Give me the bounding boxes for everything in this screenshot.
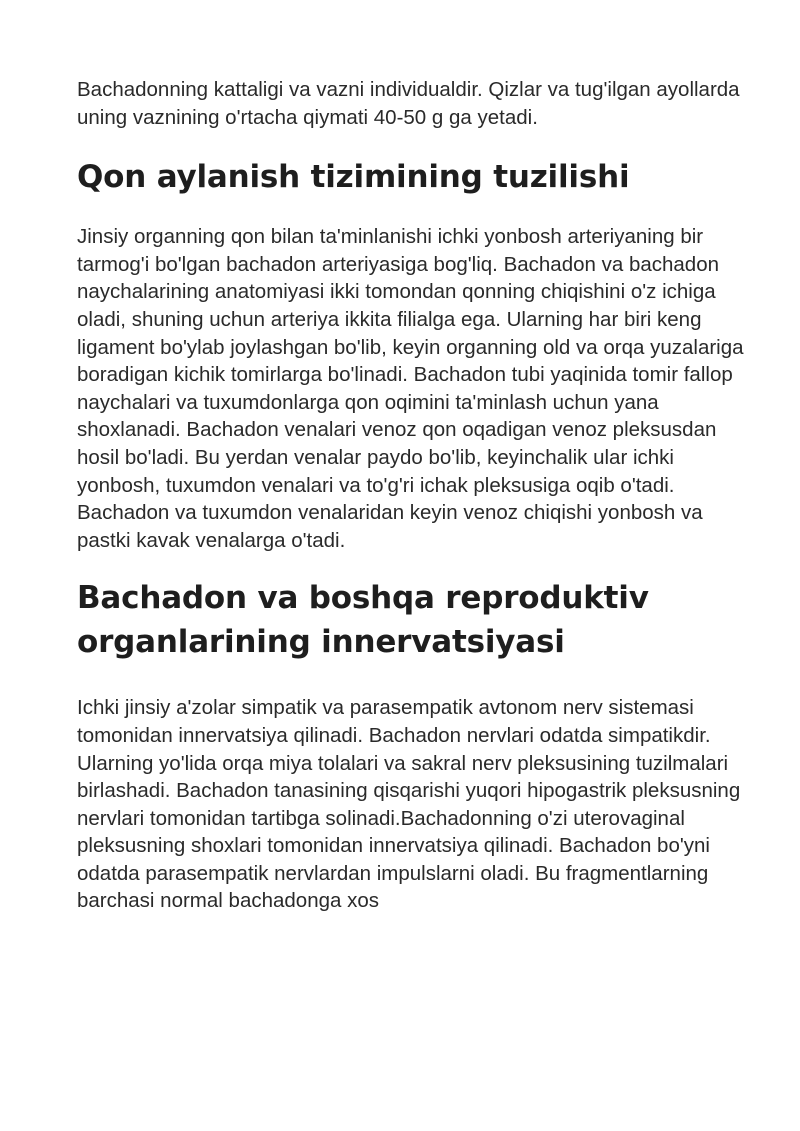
innervation-paragraph: Ichki jinsiy a'zolar simpatik va parasempatik avtonom nerv sistemasi tomonidan innervatsiya qilinadi. Bachadon nervlari odatda simpatikdir. Ularning yo'lida orqa miya tolalari va sakral nerv pleksusining tuzilmalari birlashadi. Bachadon tanasining qisqarishi yuqori hipogastrik pleksusning nervlari tomonidan tartibga solinadi.Bachadonning o'zi uterovaginal pleksusning shoxlari tomonidan innervatsiya qilinadi. Bachadon bo'yni odatda parasempatik nervlardan impulslarni oladi. Bu fragmentlarning barchasi normal bachadonga xos xyxy=(77,696,741,913)
circulation-paragraph: Jinsiy organning qon bilan ta'minlanishi ichki yonbosh arteriyaning bir tarmog'i bo'lgan bachadon arteriyasiga bog'liq. Bachadon va bachadon naychalarining anatomiyasi ikki tomondan qonning chiqishini o'z ichiga oladi, shuning uchun arteriya ikkita filialga ega. Ularning har biri keng ligament bo'ylab joylashgan bo'lib, keyin organning old va orqa yuzalariga boradigan kichik tomirlarga bo'linadi. Bachadon tubi yaqinida tomir fallop naychalari va tuxumdonlarga qon oqimini ta'minlash uchun yana shoxlanadi. Bachadon venalari venoz qon oqadigan venoz pleksusdan hosil bo'ladi. Bu yerdan venalar paydo bo'lib, keyinchalik ular ichki yonbosh, tuxumdon venalari va to'g'ri ichak pleksusiga oqib o'tadi. Bachadon va tuxumdon venalaridan keyin venoz chiqishi yonbosh va pastki kavak venalarga o'tadi. xyxy=(77,225,744,552)
document-page xyxy=(77,76,745,915)
section-heading-circulation: Qon aylanish tizimining tuzilishi xyxy=(77,159,630,196)
intro-paragraph: Bachadonning kattaligi va vazni individualdir. Qizlar va tug'ilgan ayollarda uning vaznining o'rtacha qiymati 40-50 g ga yetadi. xyxy=(77,78,740,129)
section-heading-innervation: Bachadon va boshqa reproduktiv organlarining innervatsiyasi xyxy=(77,580,649,661)
